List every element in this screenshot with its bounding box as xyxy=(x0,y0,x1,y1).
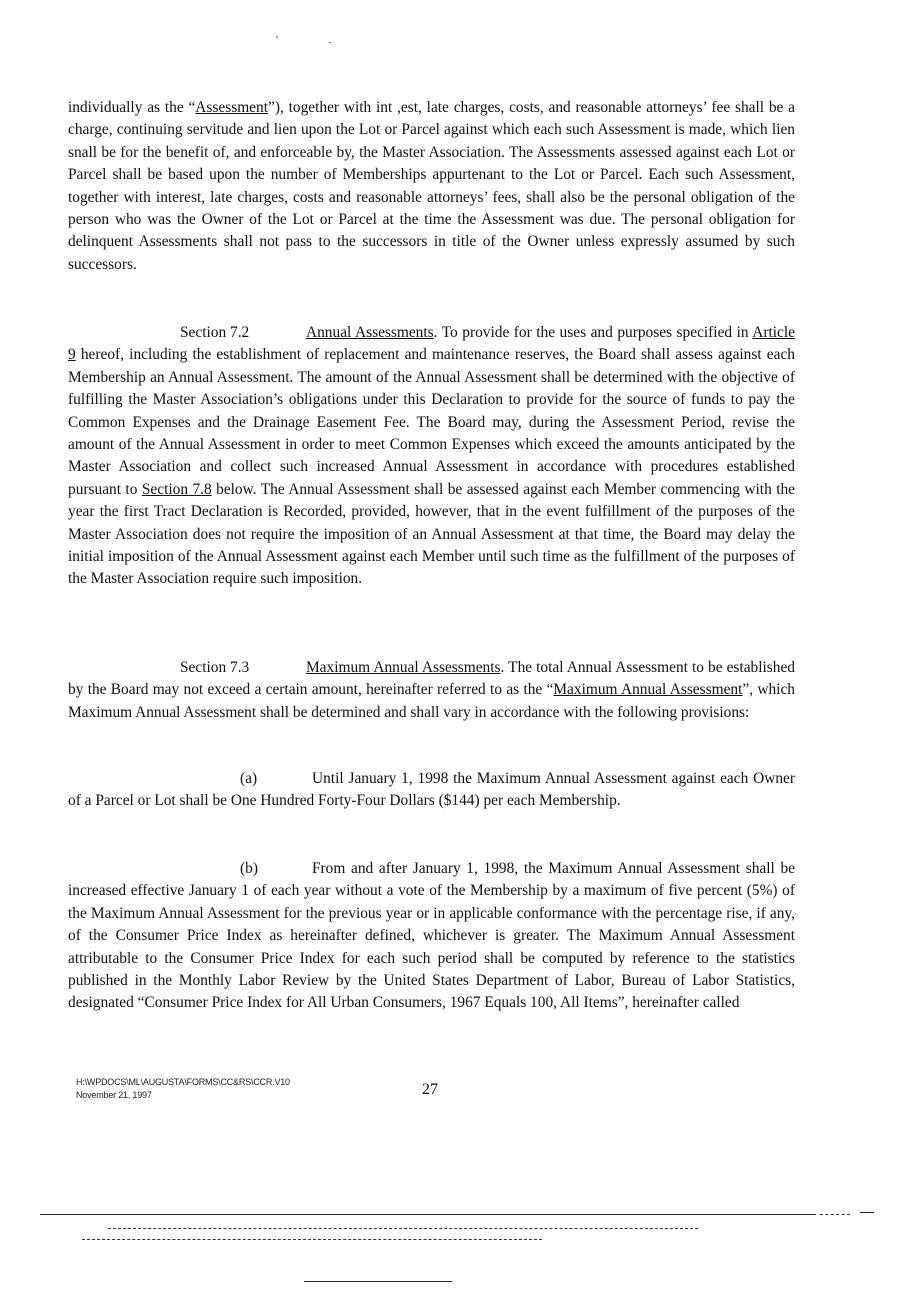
page-number: 27 xyxy=(422,1081,438,1098)
section-7-2-number: Section 7.2 xyxy=(180,324,250,341)
scan-rule-long xyxy=(40,1214,816,1215)
scan-rule-lower xyxy=(82,1239,542,1240)
section-7-8-reference: Section 7.8 xyxy=(141,480,212,498)
section-7-2-paragraph xyxy=(68,322,795,591)
subsection-b-label: (b) xyxy=(240,860,258,877)
subsection-a-label: (a) xyxy=(240,770,258,787)
subsection-b-text: From and after January 1, 1998, the Maximum Annual Assessment shall be increased effective January 1 of each year without a vote of the Membership by a maximum of five percent (5%) of the Maximum Annual Assessment for the previous year or in applicable conformance with the percentage rise, if any, of the Consumer Price Index as hereinafter defined, whichever is greater. The Maximum Annual Assessment attributable to the Consumer Price Index for each such period shall be computed by reference to the statistics published in the Monthly Labor Review by the United States Department of Labor, Bureau of Labor Statistics, designated “Consumer Price Index for All Urban Consumers, 1967 Equals 100, All Items”, hereinafter called xyxy=(68,860,795,1012)
scan-specks: ' . xyxy=(276,34,356,46)
section-7-2-text-b: hereof, including the establishment of replacement and maintenance reserves, the Board shall assess against each Membership an Annual Assessment. The amount of the Annual Assessment shall be determined with the objective of fulfilling the Master Association’s obligations under this Declaration to provide for the source of funds to pay the Common Expenses and the Drainage Easement Fee. The Board may, during the Assessment Period, revise the amount of the Annual Assessment in order to meet Common Expenses which exceed the amounts anticipated by the Master Association and collect such increased Annual Assessment in accordance with procedures established pursuant to xyxy=(68,346,795,498)
article-9-reference: Article 9 xyxy=(68,324,795,364)
para1-lead: individually a xyxy=(68,99,155,116)
scan-rule-tick xyxy=(860,1212,874,1213)
maximum-annual-assessment-term: Maximum Annual Assessment xyxy=(553,681,743,699)
section-7-2-text-c: below. The Annual Assessment shall be assessed against each Member commencing with the year the first Tract Declaration is Recorded, provided, however, that in the event fulfillment of the purposes of the Master Association does not require the imposition of an Annual Assessment at that time, the Board may delay the initial imposition of the Annual Assessment against each Member until such time as the fulfillment of the purposes of the Master Association require such imposition. xyxy=(68,480,796,588)
footer-file-info xyxy=(76,1076,290,1102)
section-7-3-number: Section 7.3 xyxy=(180,659,250,676)
scan-rule-dashed-right xyxy=(820,1214,850,1215)
section-7-3-paragraph xyxy=(68,657,795,724)
footer-date: November 21, 1997 xyxy=(76,1090,152,1100)
scan-rule-bottom xyxy=(304,1281,452,1282)
subsection-b-paragraph xyxy=(68,858,795,1015)
section-7-3-text-a: . The total Annual Assessment to be established by the Board may not exceed a certain amount, hereinafter referred to as the “ xyxy=(68,659,795,699)
footer-file-path: H:\WPDOCS\ML\AUGUSTA\FORMS\CC&RS\CCR.V10 xyxy=(76,1077,290,1087)
para1-mid: the “ xyxy=(164,99,196,116)
scan-rule-middle xyxy=(108,1228,698,1229)
section-7-2-text-a: . To provide for the uses and purposes specified in xyxy=(433,324,753,341)
assessment-term: Assessment xyxy=(195,99,268,116)
subsection-a-text: Until January 1, 1998 the Maximum Annual Assessment against each Owner of a Parcel or Lot shall be One Hundred Forty-Four Dollars ($144) per each Membership. xyxy=(68,770,795,810)
section-7-3-title: Maximum Annual Assessments xyxy=(306,659,501,676)
para1-body: ”), together with int ,est, late charges, costs, and reasonable attorneys’ fee shall be a charge, continuing servitude and lien upon the Lot or Parcel against which each such Assessment is made, which lien snall be for the benefit of, and enforceable by, the Master Association. The Assessments assessed against each Lot or Parcel shall be based upon the number of Memberships appurtenant to the Lot or Parcel. Each such Assessment, together with interest, late charges, costs and reasonable attorneys’ fees, shall also be the personal obligation of the person who was the Owner of the Lot or Parcel at the time the Assessment was due. The personal obligation for delinquent Assessments shall not pass to the successors in title of the Owner unless expressly assumed by such successors. xyxy=(68,99,796,273)
subsection-a-paragraph xyxy=(68,768,795,813)
paragraph-assessment-definition: individually as the “Assessment”), together with int ,est, late charges, costs, and reasonable attorneys’ fee shall be a charge, continuing servitude and lien upon the Lot or Parcel against which each such Assessment is made, which lien snall be for the benefit of, and enforceable by, the Master Association. The Assessments assessed against each Lot or Parcel shall be based upon the number of Memberships appurtenant to the Lot or Parcel. Each such Assessment, together with interest, late charges, costs and reasonable attorneys’ fees, shall also be the personal obligation of the person who was the Owner of the Lot or Parcel at the time the Assessment was due. The personal obligation for delinquent Assessments shall not pass to the successors in title of the Owner unless expressly assumed by such successors. xyxy=(68,99,796,273)
section-7-2-title: Annual Assessments xyxy=(306,324,434,341)
section-7-3-text-b: ”, which Maximum Annual Assessment shall be determined and shall vary in accordance with the following provisions: xyxy=(68,681,795,721)
